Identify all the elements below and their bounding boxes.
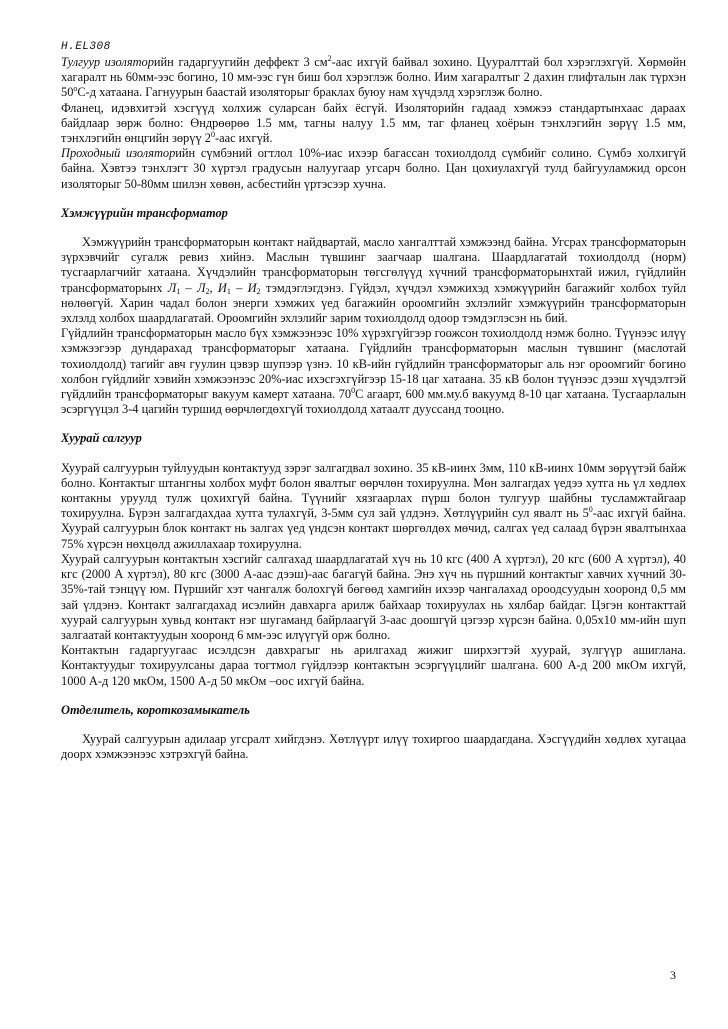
- page-number: 3: [670, 968, 676, 982]
- paragraph-measuring-transformer: Хэмжүүрийн трансформаторын контакт найдвартай, масло хангалттай хэмжээнд байна. Угсрах трансформаторын зүрхэвчийг сугалж ревиз хийнэ. Маслын түвшинг заагчаар шалгана. Шаардлагатай тохиолдолд (норм) тусгаарлагчийг хатаана. Хүчдэлийн трансформаторын төгсгөлүүд хүчний трансформаторынхтай ижил, гүйдлийн трансформаторынх $Л_1 - Л_2$, $И_1 - И_2$ тэмдэглэгдэнэ. Гүйдэл, хүчдэл хэмжихэд хэмжүүрийн багажийг холбох туйл нөлөөгүй. Харин чадал болон энерги хэмжих үед багажийн ороомгийн эхлэлийг хэмжүүрийн трансформаторын эхлэлд холбох шаардлагатай. Ороомгийн эхлэлийг зарим тохиолдолд одоор тэмдэглэсэн нь бий.: [61, 235, 687, 326]
- heading-disconnector: Хуурай салгуур: [61, 431, 142, 446]
- paragraph-current-transformer: Гүйдлийн трансформаторын масло бүх хэмжээнээс 10% хүрэхгүйгээр гоожсон тохиолдолд нэмж болно. Түүнээс илүү хэмжээгээр дундарахад трансформаторыг хатаана. Гүйдлийн трансформаторын маслын түвшинг (маслотай тохиолдолд) тагийг авч гуулин цэвэр шупээр үзнэ. 10 кВ-ийн гүйдлийн трансформаторыг аль нэг ороомгийг богино холбон гүйдлийг хэвийн хэмжээнээс 20%-иас ихэсгэхгүйгээр 15-18 цаг хатаана. 35 кВ болон түүнээс дээш хүчдэлтэй гүйдлийн трансформаторыг вакуум камерт хатаана. $70^0С$ агаарт, 600 мм.му.б вакуумд 8-10 цаг хатаана. Тусгаарлалын эсэргүүцэл 3-4 цагийн туршид өөрчлөгдөхгүй тохиолдолд хатаалт дууссанд тооцно.: [61, 326, 686, 417]
- paragraph-flange: Фланец, идэвхитэй хэсгүүд холхиж суларсан байх ёсгүй. Изоляторийн гадаад хэмжээ стандартынхаас дараах байдлаар зөрж болно: Өндрөөрөө 1.5 мм, тагны налуу 1.5 мм, таг фланец хоёрын тэнхлэгийн зөрүү 1.5 мм, тэнхлэгийн өнцгийн зөрүү $2^0$-аас ихгүй.: [61, 100, 686, 146]
- heading-measuring-transformer: Хэмжүүрийн трансформатор: [61, 205, 228, 220]
- term-bushing-insulator: Проходный изолятор: [61, 146, 176, 161]
- document-code: H.EL308: [61, 41, 111, 53]
- paragraph-bushing-insulator: Проходный изоляторийн сүмбэний огтлол 10%-иас ихээр багассан тохиолдолд сүмбийг солино. Сүмбэ холхигүй байна. Хэвтээ тэнхлэгт 30 хүртэл градусын налуугаар угсарч болно. Цан цохиулахгүй тулд байгууламжид орсон изоляторыг 50-80мм шилэн хөвөн, асбестийн үртэсээр хучна.: [61, 146, 686, 191]
- paragraph-disconnector-force: Хуурай салгуурын контактын хэсгийг салгахад шаардлагатай хүч нь 10 кгс (400 А хүртэл), 20 кгс (600 А хүртэл), 40 кгс (2000 А хүртэл), 80 кгс (3000 А-аас дээш)-аас багагүй байна. Энэ хүч нь пүршний контактыг хавчих хүчний 30-35%-тай тэнцүү юм. Пүршийг хэт чангалж болохгүй бөгөөд хамгийн ихээр чангалахад ороодсуудын хооронд 0,5 мм зай үлдэнэ. Контакт залгагдахад исэлийн давхарга арилж байхаар тохируулах нь хялбар байдаг. Цэгэн контакттай хуурай салгуурын хувьд контакт нэг шугаманд байрлаагүй 3-аас доошгүй цэгээр хүрсэн байна. 0,05х10 мм-ийн шуп залгаатай контактуудын хооронд 6 мм-ээс илүүгүй орж болно.: [61, 551, 686, 642]
- paragraph-disconnector-resistance: Контактын гадаргуугаас исэлдсэн давхрагыг нь арилгахад жижиг ширхэгтэй хуурай, зүлгүүр ашиглана. Контактуудыг тохируулсаны дараа тогтмол гүйдлээр контактын эсэргүүцлийг шалгана. 600 А-д 200 мкОм ихгүй, 1000 А-д 120 мкОм, 1500 А-д 50 мкОм –оос ихгүй байна.: [61, 643, 686, 688]
- paragraph-support-insulator: Тулгуур изоляторийн гадаргуугийн деффект 3 $см^2$-аас ихгүй байвал зохино. Цууралттай бол хэрэглэхгүй. Хөрмөйн хагаралт нь 60мм-ээс богино, 10 мм-ээс гүн биш бол хэрэглэж болно. Иим хагаралтыг 2 дахин глифталын лак түрхэн 50$^o$С-д хатаана. Гагнуурын баастай изоляторыг браклах буюу нам хүчдэлд хэрэглэж болно.: [61, 54, 686, 100]
- document-page: [61, 40, 686, 762]
- paragraph-separator: Хуурай салгуурын адилаар угсралт хийгдэнэ. Хөтлүүрт илүү тохиргоо шаардагдана. Хэсгүүдийн хөдлөх хугацаа доорх хэмжээнээс хэтрэхгүй байна.: [61, 731, 686, 762]
- term-support-insulator: Тулгуур изолятор: [61, 55, 154, 69]
- heading-separator-shorting: Отделитель, короткозамыкатель: [61, 702, 250, 717]
- paragraph-disconnector-contacts: Хуурай салгуурын туйлуудын контактууд зэрэг залгагдвал зохино. 35 кВ-иинх 3мм, 110 кВ-иинх 10мм зөрүүтэй байж болно. Контактыг штангны холбох муфт болон явалтыг өөрчлөн тохируулна. Мөн залгагдах үедээ хутга нь үл хөдлөх контакны уруулд тулж цохихгүй байна. Түүнийг хязгаарлах пүрш болон тулгуур шайбны тусламжтайгаар тохируулна. Бүрэн залгагдахдаа хутга тулахгүй, 3-5мм сул зай үлдэнэ. Хөтлүүрийн сул явалт нь $5^0$-аас ихгүй байна. Хуурай салгуурын блок контакт нь залгах үед үндсэн контакт шөргөлдөх мөчид, салгах үед салаад бүрэн явалтынхаа 75% хүрсэн нөхцөлд ажиллахаар тохируулна.: [61, 460, 686, 551]
